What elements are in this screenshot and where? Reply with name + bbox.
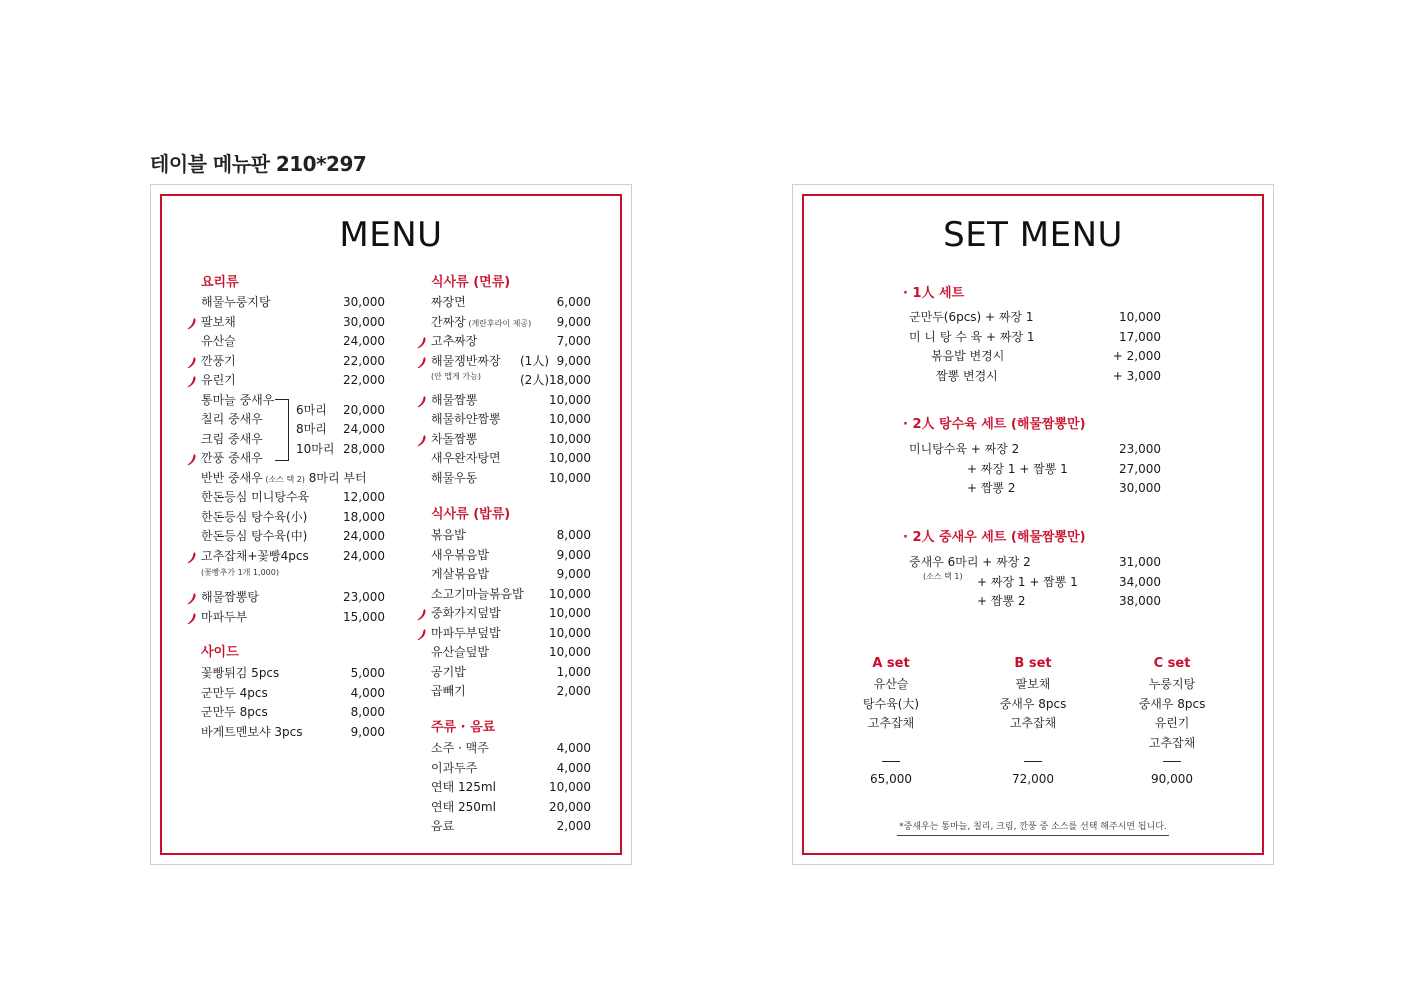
set-menu-title: SET MENU bbox=[943, 215, 1123, 255]
item-price: 1,000 bbox=[556, 664, 591, 679]
chili-pepper-icon bbox=[187, 453, 197, 466]
set-item: 유린기 bbox=[1154, 716, 1190, 730]
set3-row bbox=[909, 592, 1161, 612]
c-set-column bbox=[1112, 653, 1232, 790]
menu-row bbox=[201, 703, 385, 723]
item-price: 2,000 bbox=[556, 684, 591, 698]
chili-pepper-icon bbox=[187, 375, 197, 388]
item-name: 게살볶음밥 bbox=[431, 567, 489, 581]
item-name: 꽃빵튀김 5pcs bbox=[201, 666, 280, 680]
chili-pepper-icon bbox=[417, 628, 427, 641]
half-half-row bbox=[201, 469, 385, 489]
item-name: 중새우 6마리 + 짜장 2 bbox=[909, 555, 1031, 569]
menu-row bbox=[201, 371, 385, 391]
menu-title: MENU bbox=[339, 215, 443, 255]
item-name: 연태 125ml bbox=[431, 780, 496, 794]
set-item-spacer bbox=[973, 734, 1093, 754]
menu-row bbox=[431, 430, 591, 450]
item-price: 9,000 bbox=[556, 353, 591, 368]
item-name: 해물우동 bbox=[431, 470, 478, 485]
set2-row bbox=[909, 440, 1161, 460]
item-price: 10,000 bbox=[549, 780, 591, 794]
item-name: 팔보채 bbox=[201, 314, 236, 329]
menu-row bbox=[431, 469, 591, 489]
chili-pepper-icon bbox=[417, 395, 427, 408]
item-price: 10,000 bbox=[549, 431, 591, 446]
set-divider bbox=[1024, 761, 1042, 762]
item-price: 8,000 bbox=[350, 705, 385, 719]
set-label: C set bbox=[1153, 656, 1191, 671]
item-price: 10,000 bbox=[549, 392, 591, 407]
item-price: 4,000 bbox=[556, 760, 591, 775]
set-item: 고추잡채 bbox=[867, 716, 915, 730]
menu-row bbox=[431, 391, 591, 411]
item-name: 해물하얀짬뽕 bbox=[431, 412, 501, 426]
chili-pepper-icon bbox=[187, 592, 197, 605]
item-name: 마파두부덮밥 bbox=[431, 625, 501, 640]
item-name: 고추짜장 bbox=[431, 334, 478, 348]
item-name: 깐풍 중새우 bbox=[201, 451, 263, 465]
item-name: 10마리 bbox=[296, 441, 335, 456]
item-price: 8,000 bbox=[556, 528, 591, 542]
item-note: (소스 택 2) bbox=[262, 474, 305, 484]
set-item: 중새우 8pcs bbox=[999, 696, 1067, 711]
set-menu-sheet bbox=[792, 184, 1274, 865]
set-item: 고추잡채 bbox=[1148, 735, 1196, 750]
menu-row bbox=[201, 664, 385, 684]
item-name: 통마늘 중새우 bbox=[201, 392, 275, 407]
menu-row bbox=[431, 739, 591, 759]
set1-row bbox=[909, 328, 1161, 348]
item-name: 연태 250ml bbox=[431, 799, 496, 814]
set-item: 유산슬 bbox=[873, 677, 909, 691]
item-name: 깐풍기 bbox=[201, 353, 236, 368]
set-label: B set bbox=[1014, 656, 1052, 671]
item-price: 9,000 bbox=[350, 724, 385, 739]
item-name: 한돈등심 탕수육(小) bbox=[201, 509, 308, 524]
item-price: 10,000 bbox=[549, 412, 591, 426]
item-name: 해물누룽지탕 bbox=[201, 295, 271, 309]
item-name: 볶음밥 변경시 bbox=[931, 349, 1005, 363]
item-note: (안 맵게 가능) bbox=[431, 372, 481, 381]
sauce-note: (소스 택 1) bbox=[923, 572, 963, 581]
menu-row bbox=[431, 371, 591, 391]
item-price: 24,000 bbox=[343, 422, 385, 436]
menu-row bbox=[431, 449, 591, 469]
item-price: 18,000 bbox=[549, 373, 591, 387]
set1-heading: · 1人 세트 bbox=[903, 286, 965, 301]
item-name: 공기밥 bbox=[431, 664, 466, 679]
set1-row bbox=[909, 347, 1161, 367]
menu-row bbox=[431, 293, 591, 313]
item-name: 간짜장 (계란후라이 제공) bbox=[431, 314, 532, 329]
menu-row bbox=[431, 526, 591, 546]
menu-row bbox=[201, 352, 385, 372]
chili-pepper-icon bbox=[187, 551, 197, 564]
item-price: 30,000 bbox=[343, 295, 385, 309]
set-item: 중새우 8pcs bbox=[1138, 696, 1206, 711]
item-name: 음료 bbox=[431, 819, 455, 833]
item-name: 곱빼기 bbox=[431, 684, 466, 698]
item-note: (계란후라이 제공) bbox=[465, 318, 532, 328]
item-price: 9,000 bbox=[556, 314, 591, 329]
item-name: 짬뽕 변경시 bbox=[936, 368, 998, 383]
menu-row bbox=[201, 488, 385, 508]
item-name: 소고기마늘볶음밥 bbox=[431, 586, 524, 601]
section-noodles-heading: 식사류 (면류) bbox=[431, 275, 511, 290]
item-name: 군만두 4pcs bbox=[201, 685, 268, 700]
item-name: 고추잡채+꽃빵4pcs bbox=[201, 548, 309, 563]
chili-pepper-icon bbox=[187, 317, 197, 330]
item-price: 20,000 bbox=[343, 402, 385, 417]
menu-sheet bbox=[150, 184, 632, 865]
item-name: + 짜장 1 + 짬뽕 1 bbox=[967, 461, 1068, 476]
menu-row bbox=[431, 682, 591, 702]
item-name: 이과두주 bbox=[431, 760, 478, 775]
item-name: 차돌짬뽕 bbox=[431, 431, 478, 446]
item-price: 24,000 bbox=[343, 529, 385, 543]
set-price: 65,000 bbox=[870, 772, 912, 786]
item-name: 볶음밥 bbox=[431, 528, 466, 542]
item-price: 20,000 bbox=[549, 799, 591, 814]
chili-pepper-icon bbox=[187, 612, 197, 625]
chili-pepper-icon bbox=[417, 434, 427, 447]
menu-row bbox=[201, 723, 385, 743]
menu-row bbox=[431, 585, 591, 605]
menu-row bbox=[201, 527, 385, 547]
item-name: 해물쟁반짜장 bbox=[431, 353, 501, 368]
item-name: 마파두부 bbox=[201, 609, 248, 624]
item-price: 10,000 bbox=[549, 451, 591, 465]
set2-row bbox=[909, 460, 1161, 480]
item-name: 군만두 8pcs bbox=[201, 705, 268, 719]
item-price: 10,000 bbox=[1119, 310, 1161, 324]
item-name: 새우볶음밥 bbox=[431, 547, 489, 562]
item-name: + 짬뽕 2 bbox=[977, 594, 1026, 608]
item-price: 4,000 bbox=[556, 741, 591, 755]
a-set-column bbox=[831, 653, 951, 790]
menu-row bbox=[431, 624, 591, 644]
item-price: 24,000 bbox=[343, 334, 385, 348]
menu-row bbox=[431, 546, 591, 566]
item-price: 38,000 bbox=[1119, 594, 1161, 608]
item-price: 10,000 bbox=[549, 586, 591, 601]
item-name: 유산슬 bbox=[201, 334, 236, 348]
item-qty: (2人) bbox=[520, 373, 549, 387]
item-name: 해물짬뽕 bbox=[431, 392, 478, 407]
item-name: 8마리 bbox=[296, 422, 327, 436]
item-price: 23,000 bbox=[343, 590, 385, 604]
item-name: 소주 · 맥주 bbox=[431, 741, 489, 755]
item-name: 군만두(6pcs) + 짜장 1 bbox=[909, 310, 1034, 324]
section-drinks-heading: 주류 · 음료 bbox=[431, 720, 496, 735]
menu-row bbox=[431, 759, 591, 779]
section-dishes-heading: 요리류 bbox=[201, 275, 239, 290]
item-price: 9,000 bbox=[556, 567, 591, 581]
item-name: 해물짬뽕탕 bbox=[201, 590, 259, 604]
item-name: 6마리 bbox=[296, 402, 327, 417]
set-item: 팔보채 bbox=[1015, 677, 1051, 691]
item-price: 34,000 bbox=[1119, 574, 1161, 589]
item-price: 7,000 bbox=[556, 334, 591, 348]
item-name: 칠리 중새우 bbox=[201, 412, 263, 426]
menu-row bbox=[431, 663, 591, 683]
item-price: 2,000 bbox=[556, 819, 591, 833]
menu-row bbox=[431, 817, 591, 837]
item-price: 31,000 bbox=[1119, 555, 1161, 569]
chili-pepper-icon bbox=[417, 356, 427, 369]
item-name: 미 니 탕 수 육 + 짜장 1 bbox=[909, 329, 1035, 344]
menu-row bbox=[201, 508, 385, 528]
bun-note: (꽃빵추가 1개 1,000) bbox=[201, 568, 279, 577]
menu-row bbox=[431, 778, 591, 798]
item-name: 짜장면 bbox=[431, 295, 466, 309]
menu-row bbox=[431, 410, 591, 430]
item-name: 크림 중새우 bbox=[201, 431, 263, 446]
item-price: + 3,000 bbox=[1112, 368, 1161, 383]
item-price: 10,000 bbox=[549, 470, 591, 485]
item-name: 한돈등심 탕수육(中) bbox=[201, 529, 308, 543]
menu-row bbox=[431, 643, 591, 663]
set-item: 누룽지탕 bbox=[1148, 677, 1196, 691]
item-price: 10,000 bbox=[549, 645, 591, 659]
item-price: 4,000 bbox=[350, 685, 385, 700]
shrimp-bracket bbox=[275, 399, 289, 462]
shrimp-price-row bbox=[296, 440, 385, 460]
item-name: 반반 중새우 (소스 택 2) 8마리 부터 bbox=[201, 470, 367, 485]
chili-pepper-icon bbox=[417, 608, 427, 621]
item-name: 한돈등심 미니탕수육 bbox=[201, 490, 310, 504]
item-name: 바게트멘보샤 3pcs bbox=[201, 724, 303, 739]
set1-row bbox=[909, 367, 1161, 387]
item-price: 24,000 bbox=[343, 548, 385, 563]
menu-row bbox=[431, 313, 591, 333]
set3-row bbox=[909, 553, 1161, 573]
item-price: 28,000 bbox=[343, 441, 385, 456]
set-price: 72,000 bbox=[1012, 772, 1054, 786]
item-price: 22,000 bbox=[343, 373, 385, 387]
item-price: 12,000 bbox=[343, 490, 385, 504]
shrimp-price-row bbox=[296, 401, 385, 421]
menu-row bbox=[201, 293, 385, 313]
set-item: 탕수육(大) bbox=[862, 696, 920, 711]
item-price: 10,000 bbox=[549, 625, 591, 640]
set3-heading: · 2人 중새우 세트 (해물짬뽕만) bbox=[903, 530, 1086, 545]
set2-row bbox=[909, 479, 1161, 499]
item-price: 30,000 bbox=[343, 314, 385, 329]
menu-row bbox=[431, 332, 591, 352]
shrimp-price-row bbox=[296, 420, 385, 440]
footnote: *중새우는 통마늘, 칠리, 크림, 깐풍 중 소스를 선택 해주시면 됩니다. bbox=[793, 819, 1273, 836]
item-price: 23,000 bbox=[1119, 442, 1161, 456]
set2-heading: · 2人 탕수육 세트 (해물짬뽕만) bbox=[903, 417, 1086, 432]
item-name: 유린기 bbox=[201, 373, 236, 387]
item-price: 17,000 bbox=[1119, 329, 1161, 344]
item-name: 유산슬덮밥 bbox=[431, 645, 489, 659]
item-price: 18,000 bbox=[343, 509, 385, 524]
menu-row bbox=[431, 565, 591, 585]
item-price: 27,000 bbox=[1119, 461, 1161, 476]
set1-row bbox=[909, 308, 1161, 328]
set-divider bbox=[882, 761, 900, 762]
menu-row bbox=[201, 684, 385, 704]
set-item: 고추잡채 bbox=[1009, 716, 1057, 730]
page-caption: 테이블 메뉴판 210*297 bbox=[150, 152, 367, 176]
menu-row bbox=[201, 332, 385, 352]
item-name: 새우완자탕면 bbox=[431, 451, 501, 465]
set-label: A set bbox=[872, 656, 910, 671]
section-side-heading: 사이드 bbox=[201, 645, 239, 660]
item-price: 10,000 bbox=[549, 606, 591, 620]
item-name: + 짬뽕 2 bbox=[967, 481, 1016, 495]
item-qty: (1人) bbox=[520, 353, 549, 368]
menu-row bbox=[431, 798, 591, 818]
item-price: 22,000 bbox=[343, 353, 385, 368]
chili-pepper-icon bbox=[187, 356, 197, 369]
item-price: 9,000 bbox=[556, 547, 591, 562]
item-price: 30,000 bbox=[1119, 481, 1161, 495]
item-price: 6,000 bbox=[556, 295, 591, 309]
set-divider bbox=[1163, 761, 1181, 762]
item-price: 5,000 bbox=[350, 666, 385, 680]
menu-row bbox=[201, 547, 385, 567]
section-rice-heading: 식사류 (밥류) bbox=[431, 507, 511, 522]
menu-row bbox=[201, 608, 385, 628]
set-price: 90,000 bbox=[1151, 772, 1193, 786]
menu-row bbox=[431, 604, 591, 624]
menu-row bbox=[201, 313, 385, 333]
chili-pepper-icon bbox=[417, 336, 427, 349]
menu-row bbox=[201, 588, 385, 608]
set-item-spacer bbox=[831, 734, 951, 754]
item-price: 15,000 bbox=[343, 609, 385, 624]
item-name: + 짜장 1 + 짬뽕 1 bbox=[977, 574, 1078, 589]
b-set-column bbox=[973, 653, 1093, 790]
item-name: 중화가지덮밥 bbox=[431, 606, 501, 620]
item-price: + 2,000 bbox=[1112, 349, 1161, 363]
item-name: 미니탕수육 + 짜장 2 bbox=[909, 442, 1020, 456]
